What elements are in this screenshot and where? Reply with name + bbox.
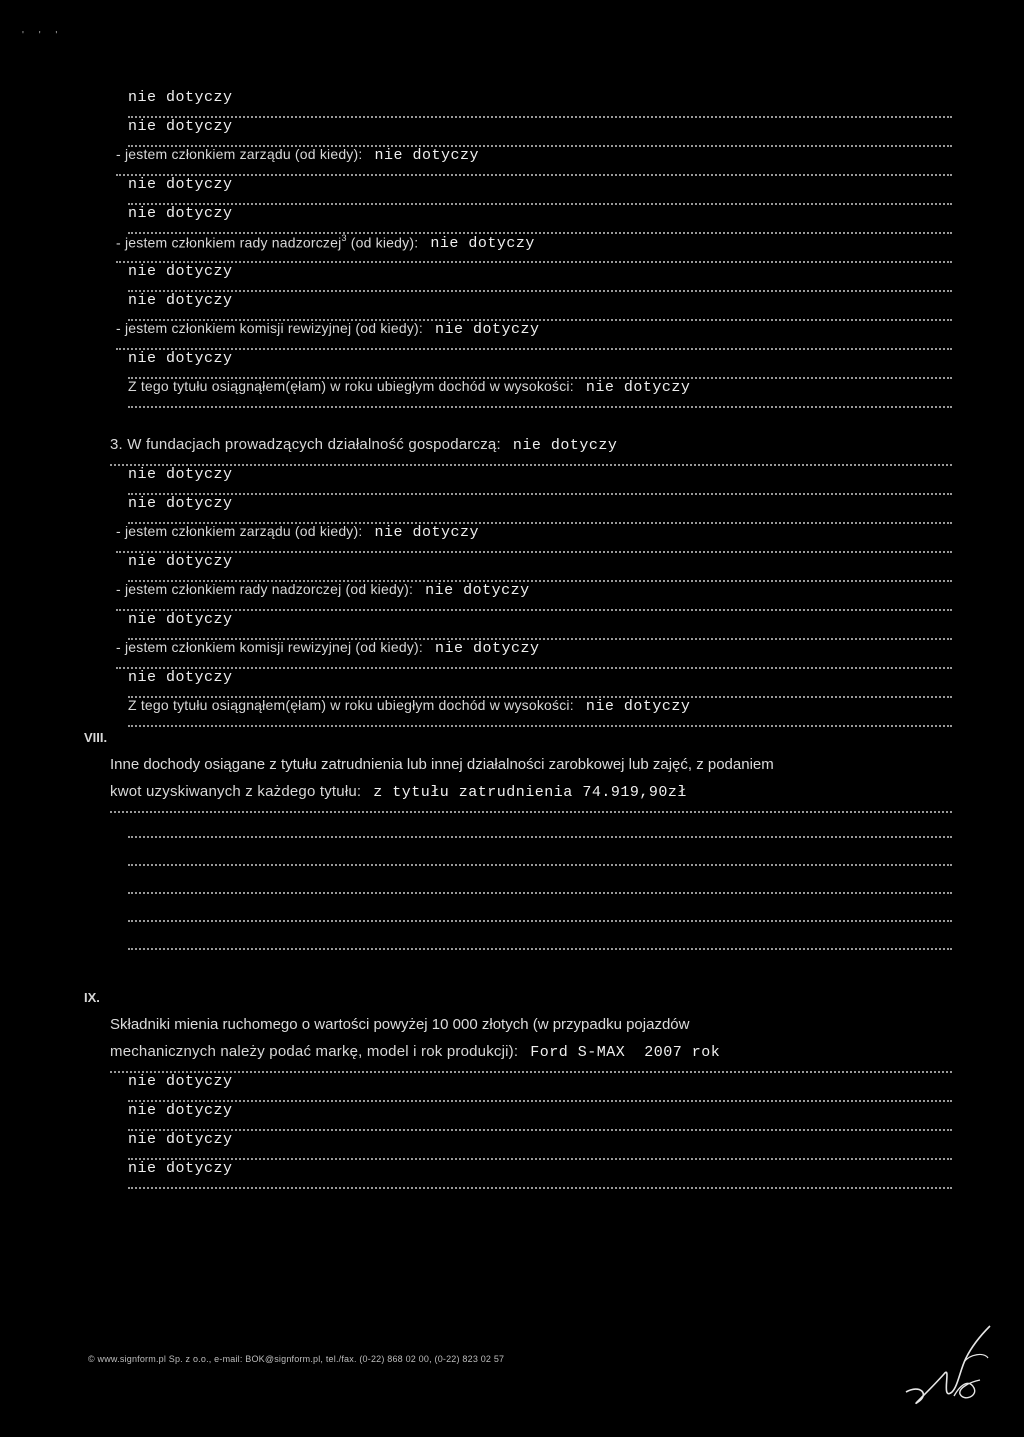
footer-copyright: © www.signform.pl Sp. z o.o., e-mail: BOK@signform.pl, tel./fax. (0-22) 868 02 00, (0-22) 823 02 57 [88,1354,505,1364]
section-viii-value-row: kwot uzyskiwanych z każdego tytułu: z tytułu zatrudnienia 74.919,90zł [110,783,952,813]
blank-line [128,946,952,950]
row-a9-audit: - jestem członkiem komisji rewizyjnej (od kiedy): nie dotyczy [116,320,952,350]
blank-line [128,890,952,894]
row-a3-board: - jestem członkiem zarządu (od kiedy): nie dotyczy [116,146,952,176]
row-s3-6: nie dotyczy [128,610,952,640]
section-viii-text-1: Inne dochody osiągane z tytułu zatrudnienia lub innej działalności zarobkowej lub zajęć, z podaniem [110,756,774,773]
row-ix-3: nie dotyczy [128,1130,952,1160]
row-s3-1: nie dotyczy [128,465,952,495]
row-a2: nie dotyczy [128,117,952,147]
row-a4: nie dotyczy [128,175,952,205]
row-a8: nie dotyczy [128,291,952,321]
row-s3-7-audit: - jestem członkiem komisji rewizyjnej (od kiedy): nie dotyczy [116,639,952,669]
blank-line [128,862,952,866]
section-ix-text-1: Składniki mienia ruchomego o wartości powyżej 10 000 złotych (w przypadku pojazdów [110,1016,690,1033]
row-s3-9-income: Z tego tytułu osiągnąłem(ęłam) w roku ubiegłym dochód w wysokości: nie dotyczy [128,697,952,727]
row-s3-3-board: - jestem członkiem zarządu (od kiedy): nie dotyczy [116,523,952,553]
row-a5: nie dotyczy [128,204,952,234]
row-ix-2: nie dotyczy [128,1101,952,1131]
row-a6-supervisory: - jestem członkiem rady nadzorczej$^3$ (od kiedy): nie dotyczy [116,233,952,263]
signature-icon [900,1322,1000,1412]
row-s3-8: nie dotyczy [128,668,952,698]
row-ix-4: nie dotyczy [128,1159,952,1189]
section-ix-numeral: IX. [84,990,100,1005]
row-ix-1: nie dotyczy [128,1072,952,1102]
row-s3-heading: 3. W fundacjach prowadzących działalność gospodarczą: nie dotyczy [110,436,952,466]
blank-line [128,918,952,922]
row-s3-2: nie dotyczy [128,494,952,524]
row-s3-4: nie dotyczy [128,552,952,582]
row-a1: nie dotyczy [128,88,952,118]
section-ix-value-row: mechanicznych należy podać markę, model i rok produkcji): Ford S-MAX 2007 rok [110,1043,952,1073]
section-viii-numeral: VIII. [84,730,108,745]
row-s3-5-supervisory: - jestem członkiem rady nadzorczej (od kiedy): nie dotyczy [116,581,952,611]
row-a7: nie dotyczy [128,262,952,292]
corner-marks: ' ' ' [22,30,64,41]
blank-line [128,834,952,838]
row-a11-income: Z tego tytułu osiągnąłem(ęłam) w roku ubiegłym dochód w wysokości: nie dotyczy [128,378,952,408]
row-a10: nie dotyczy [128,349,952,379]
